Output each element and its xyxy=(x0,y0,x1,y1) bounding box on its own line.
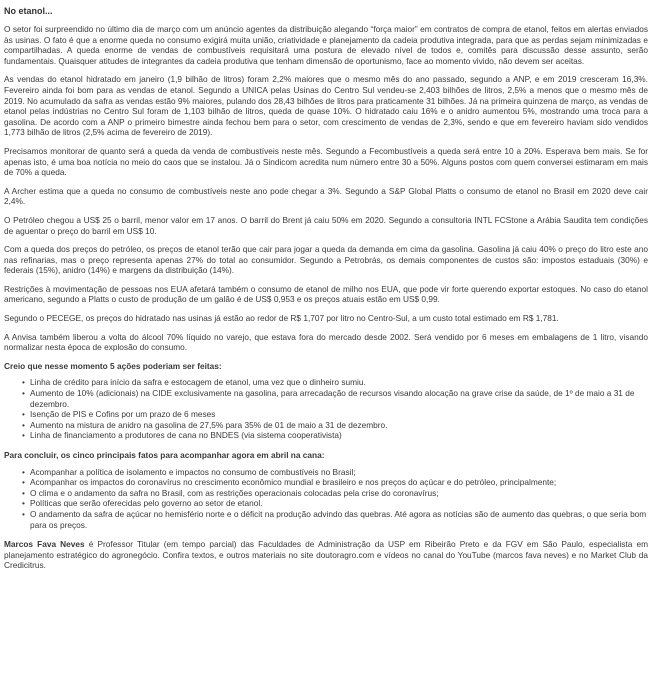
list-item: • O andamento da safra de açúcar no hemisfério norte e o déficit na produção advindo das quebras. Até agora as notícias são de aumento das quebras, o que seria bom para os preços. xyxy=(24,509,648,530)
paragraph: O Petróleo chegou a US$ 25 o barril, menor valor em 17 anos. O barril do Brent já caiu 50% em 2020. Segundo a consultoria INTL FCStone a Arábia Saudita tem condições de aguentar o preço do barril em US$ 10. xyxy=(4,214,648,236)
paragraph: Com a queda dos preços do petróleo, os preços de etanol terão que cair para jogar a queda da demanda em cima da gasolina. Gasolina já caiu 40% o preço do litro este ano nas refinarias, mas o preço representa apenas 27% do total ao consumidor. Segundo a Petrobrás, os demais componentes de custos são: impostos estaduais (30%) e federais (15%), anidro (14%) e margens da distribuição (14%). xyxy=(4,244,648,276)
facts-heading: Para concluir, os cinco principais fatos para acompanhar agora em abril na cana: xyxy=(4,450,325,460)
list-item: • Acompanhar a política de isolamento e impactos no consumo de combustíveis no Brasil; xyxy=(24,467,648,478)
list-item: • Isenção de PIS e Cofins por um prazo de 6 meses xyxy=(24,409,648,420)
list-item: • Aumento de 10% (adicionais) na CIDE exclusivamente na gasolina, para arrecadação de recursos visando alocação na grave crise da saúde, de 1º de maio a 31 de dezembro. xyxy=(24,388,648,409)
paragraph: Precisamos monitorar de quanto será a queda da venda de combustíveis neste mês. Segundo a Fecombustíveis a queda será entre 10 a 20%. Esperava bem mais. Se for apenas isto, é uma boa notícia no meio do caos que se instalou. Já o Sindicom acredita num número entre 30 a 50%. Alguns postos com quem conversei estimaram em mais de 70% a queda. xyxy=(4,145,648,178)
paragraph: As vendas do etanol hidratado em janeiro (1,9 bilhão de litros) foram 2,2% maiores que o mesmo mês do ano passado, segundo a ANP, e em 2019 cresceram 16,3%. Fevereiro ainda foi bom para as vendas de etanol. Segundo a UNICA pelas Usinas do Centro Sul vendeu-se 2,403 bilhões de litros, 2,5% a menos que o mesmo mês de 2019. No acumulado da safra as vendas estão 9% maiores, pulando dos 28,43 bilhões de litros para praticamente 31 bilhões. Já na primeira quinzena de março, as vendas de etanol pelas indústrias no Centro Sul foram de 1,103 bilhão de litros, queda de quase 10%. O hidratado caiu 16% e o anidro aumentou 5%, mostrando uma troca para a gasolina. De acordo com a ANP o primeiro bimestre ainda fechou bem para o setor, com crescimento de vendas de 2,3%, sendo e que em fevereiro haviam sido vendidos 1,773 bilhão de litros (2,5% acima de fevereiro de 2019). xyxy=(4,74,648,138)
facts-list xyxy=(4,467,648,531)
list-item: • O clima e o andamento da safra no Brasil, com as restrições operacionais colocadas pela crise do coronavírus; xyxy=(24,488,648,499)
article-title: No etanol... xyxy=(4,6,53,16)
paragraph: Restrições à movimentação de pessoas nos EUA afetará também o consumo de etanol de milho nos EUA, que pode vir forte querendo exportar estoques. No caso do etanol americano, segundo a Platts o custo de produção de um galão é de US$ 0,953 e os preços atuais estão em US$ 0,99. xyxy=(4,283,648,305)
author-site-link[interactable]: doutoragro.com xyxy=(316,549,375,560)
paragraph: A Archer estima que a queda no consumo de combustíveis neste ano pode chegar a 3%. Segundo a S&P Global Platts o consumo de etanol no Brasil em 2020 deve cair 2,4%. xyxy=(4,185,648,207)
paragraph: A Anvisa também liberou a volta do álcool 70% líquido no varejo, que estava fora do mercado desde 2002. Será vendido por 6 meses em embalagens de 1 litro, visando normalizar nesta época de explosão do consumo. xyxy=(4,331,648,353)
author-name: Marcos Fava Neves xyxy=(4,539,85,550)
paragraph: O setor foi surpreendido no último dia de março com um anúncio agentes da distribuição alegando “força maior” em contratos de compra de etanol, feitos em alertas enviados às usinas. O fato é que a enorme queda no consumo exigirá muita união, criatividade e planejamento da cadeia produtiva integrada, para que as perdas sejam minimizadas e compartilhadas. A queda enorme de vendas de combustíveis requisitará uma postura de elevado nível de todos e, comitês para discussão desse assunto, serão fundamentais. Quaisquer atitudes de integrantes da cadeia produtiva que tenham dimensão de oportunismo, face ao momento vivido, não devem ser aceitas. xyxy=(4,24,648,66)
paragraph: Segundo o PECEGE, os preços do hidratado nas usinas já estão ao redor de R$ 1,707 por litro no Centro-Sul, a um custo total estimado em R$ 1,781. xyxy=(4,313,559,324)
actions-heading: Creio que nesse momento 5 ações poderiam ser feitas: xyxy=(4,360,222,371)
list-item: • Acompanhar os impactos do coronavírus no crescimento econômico mundial e brasileiro e nos preços do açúcar e do petróleo, principalmente; xyxy=(24,477,648,488)
list-item: • Aumento na mistura de anidro na gasolina de 27,5% para 35% de 01 de maio a 31 de dezembro. xyxy=(24,420,648,431)
actions-list xyxy=(4,377,648,441)
author-bio-text: é Professor Titular (em tempo parcial) das Faculdades de Administração da USP em Ribeirão Preto e da FGV em São Paulo, especialista em planejamento estratégico do agronegócio. Confira textos, e outros materiais no site xyxy=(4,539,648,560)
list-item: • Linha de crédito para início da safra e estocagem de etanol, uma vez que o dinheiro sumiu. xyxy=(24,377,648,388)
list-item: • Linha de financiamento a produtores de cana no BNDES (via sistema cooperativista) xyxy=(24,430,648,441)
author-bio xyxy=(4,539,648,571)
list-item: • Políticas que serão oferecidas pelo governo ao setor de etanol. xyxy=(24,498,648,509)
author-bio-text-2: e vídeos no canal do YouTube (marcos fava neves) e no Market Club da Credicitrus. xyxy=(4,549,648,571)
